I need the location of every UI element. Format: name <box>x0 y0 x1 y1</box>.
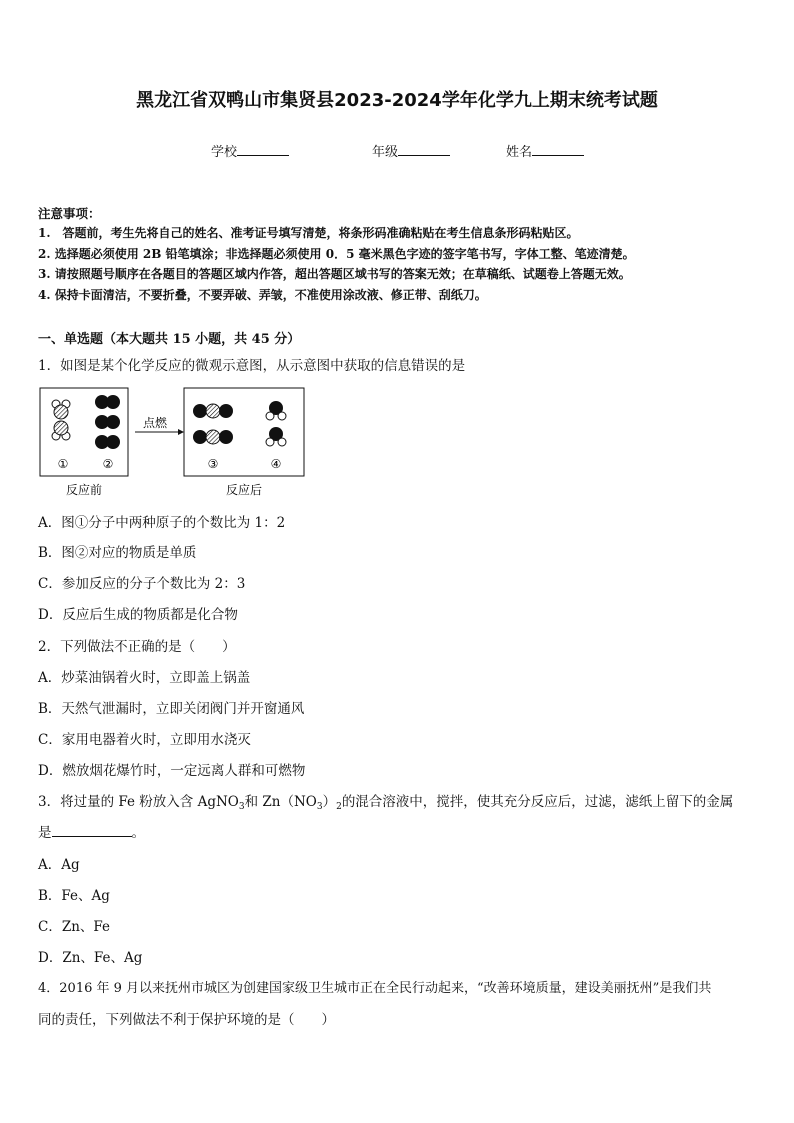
name-field: 姓名 <box>506 141 584 160</box>
molecule-4 <box>266 401 286 446</box>
q4-stem-line2: 同的责任，下列做法不利于保护环境的是（ ） <box>38 1012 335 1028</box>
after-label: 反应后 <box>225 483 263 497</box>
arrow-head <box>178 429 184 435</box>
answer-blank <box>52 824 132 837</box>
q2-option-b: B．天然气泄漏时，立即关闭阀门并开窗通风 <box>38 701 305 717</box>
q4-stem: 4．2016 年 9 月以来抚州市城区为创建国家级卫生城市正在全民行动起来，“改善环境质量，建设美丽抚州”是我们共 <box>38 981 712 996</box>
q1-option-d: D．反应后生成的物质都是化合物 <box>38 607 238 623</box>
label-1: ① <box>57 457 69 471</box>
label-4: ④ <box>270 457 282 471</box>
grade-field: 年级 <box>372 141 450 160</box>
molecule-2 <box>95 395 120 449</box>
section-heading: 一、单选题（本大题共 15 小题，共 45 分） <box>38 332 301 347</box>
molecule-1 <box>52 400 70 440</box>
q1-stem: 1．如图是某个化学反应的微观示意图，从示意图中获取的信息错误的是 <box>38 358 466 374</box>
notice-item-2: 2. 选择题必须使用 2B 铅笔填涂；非选择题必须使用 0．5 毫米黑色字迹的签字笔书写，字体工整、笔迹清楚。 <box>38 247 635 261</box>
q2-option-c: C．家用电器着火时，立即用水浇灭 <box>38 732 251 748</box>
reaction-diagram <box>38 384 328 500</box>
before-label: 反应前 <box>65 483 103 497</box>
q1-option-b: B．图②对应的物质是单质 <box>38 545 197 561</box>
q2-option-a: A．炒菜油锅着火时，立即盖上锅盖 <box>38 670 251 686</box>
label-2: ② <box>102 457 114 471</box>
q1-option-c: C．参加反应的分子个数比为 2：3 <box>38 576 246 592</box>
notice-item-3: 3. 请按照题号顺序在各题目的答题区域内作答，超出答题区域书写的答案无效；在草稿纸、试题卷上答题无效。 <box>38 267 631 281</box>
notice-item-4: 4. 保持卡面清洁，不要折叠，不要弄破、弄皱，不准使用涂改液、修正带、刮纸刀。 <box>38 288 487 302</box>
notice-item-1: 1. 答题前，考生先将自己的姓名、准考证号填写清楚，将条形码准确粘贴在考生信息条形码粘贴区。 <box>38 226 579 240</box>
q2-stem: 2．下列做法不正确的是（ ） <box>38 639 236 655</box>
label-3: ③ <box>207 457 219 471</box>
page-title: 黑龙江省双鸭山市集贤县2023-2024学年化学九上期末统考试题 <box>136 90 658 111</box>
school-field: 学校 <box>211 141 289 160</box>
q3-stem: 3．将过量的 Fe 粉放入含 AgNO$_3$和 $Zn(NO_3)_2$的混合溶液中，搅拌，使其充分反应后，过滤，滤纸上留下的金属 <box>38 794 734 812</box>
q1-option-a: A．图①分子中两种原子的个数比为 1：2 <box>38 515 286 531</box>
q3-option-b: B．Fe、Ag <box>38 888 110 904</box>
q3-option-c: C．Zn、Fe <box>38 919 111 935</box>
arrow-label: 点燃 <box>142 416 168 430</box>
q3-option-d: D．Zn、Fe、Ag <box>38 950 143 966</box>
q3-stem-line2: 是 。 <box>38 825 145 841</box>
notice-heading: 注意事项： <box>38 206 101 221</box>
q2-option-d: D．燃放烟花爆竹时，一定远离人群和可燃物 <box>38 763 306 779</box>
molecule-3 <box>193 404 233 444</box>
q3-option-a: A．Ag <box>38 857 80 873</box>
